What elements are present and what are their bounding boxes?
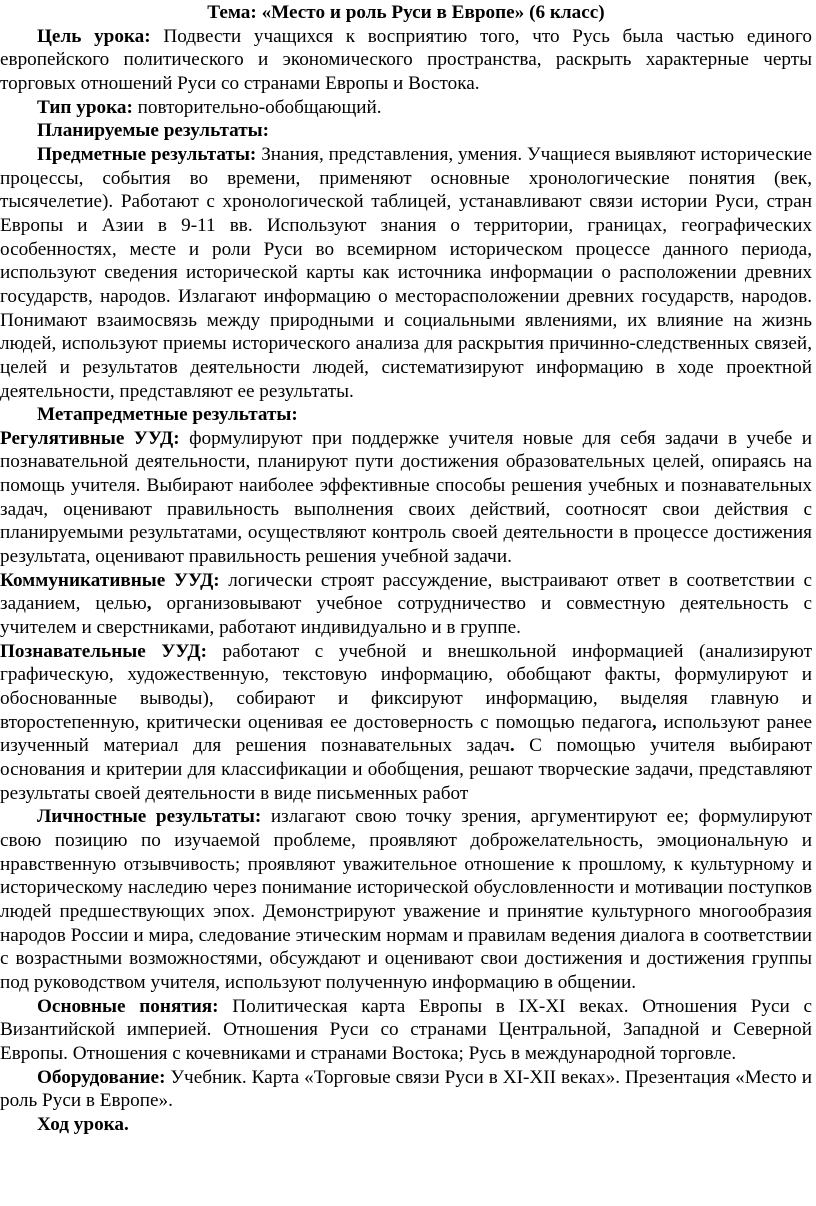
equipment-paragraph bbox=[0, 1066, 812, 1113]
communicative-text-2: организовывают учебное сотрудничество и совместную деятельность с учителем и сверстниками, работают индивидуально и в группе. bbox=[0, 593, 812, 639]
lesson-goal-paragraph bbox=[0, 25, 812, 96]
personal-results-paragraph bbox=[0, 805, 812, 994]
equipment-text: Учебник. Карта «Торговые связи Руси в XI-XII веках». Презентация «Место и роль Руси в Европе». bbox=[0, 1066, 813, 1112]
cognitive-text-1: работают с учебной и внешкольной информацией (анализируют графическую, художественную, текстовую информацию, обобщают факты, формулируют и обоснованные выводы), собирают и фиксируют информацию, выделяя главную и второстепенную, критически оценивая ее достоверность с помощью педагога bbox=[0, 640, 812, 733]
lesson-type-label: Тип урока: bbox=[37, 96, 133, 118]
regulatory-text: формулируют при поддержке учителя новые для себя задачи в учебе и познавательной деятельности, планируют пути достижения образовательных целей, опираясь на помощь учителя. Выбирают наиболее эффективные способы решения учебных и познавательных задач, оценивают правильность выполнения своих действий, соотносят свои действия с планируемыми результатами, осуществляют контроль своей деятельности в процессе достижения результата, оценивают правильность решения учебной задачи. bbox=[0, 427, 813, 568]
planned-results-paragraph bbox=[0, 119, 812, 143]
key-concepts-label: Основные понятия: bbox=[37, 995, 219, 1017]
cognitive-text-2: используют ранее изученный материал для решения познавательных задач bbox=[0, 711, 812, 757]
regulatory-paragraph bbox=[0, 427, 812, 569]
cognitive-text-3: С помощью учителя выбирают основания и критерии для классификации и обобщения, решают творческие задачи, представляют результаты своей деятельности в виде письменных работ bbox=[0, 735, 813, 804]
personal-results-text: излагают свою точку зрения, аргументируют ее; формулируют свою позицию по изучаемой проблеме, проявляют доброжелательность, эмоциональную и нравственную отзывчивость; проявляют уважительное отношение к прошлому, к культурному и историческому наследию через понимание исторической обусловленности и мотивации поступков людей предшествующих эпох. Демонстрируют уважение и принятие культурного многообразия народов России и мира, следование этическим нормам и правилам ведения диалога в соответствии с возрастными возможностями, обсуждают и оценивают свои достижения и достижения группы под руководством учителя, используют полученную информацию в общении. bbox=[0, 806, 813, 993]
lesson-goal-text: Подвести учащихся к восприятию того, что Русь была частью единого европейского политического и экономического пространства, раскрыть характерные черты торговых отношений Руси со странами Европы и Востока. bbox=[0, 25, 812, 94]
equipment-label: Оборудование: bbox=[37, 1066, 166, 1088]
cognitive-paragraph: Познавательные УУД: работают с учебной и внешкольной информацией (анализируют графическую, художественную, текстовую информацию, обобщают факты, формулируют и обоснованные выводы), собирают и фиксируют информацию, выделяя главную и второстепенную, критически оценивая ее достоверность с помощью педагога, используют ранее изученный материал для решения познавательных задач. С помощью учителя выбирают основания и критерии для классификации и обобщения, решают творческие задачи, представляют результаты своей деятельности в виде письменных работ bbox=[0, 640, 813, 804]
cognitive-label: Познавательные УУД: bbox=[0, 640, 208, 662]
subject-results-paragraph bbox=[0, 143, 812, 403]
meta-results-paragraph bbox=[0, 403, 812, 427]
key-concepts-paragraph bbox=[0, 995, 812, 1066]
lesson-title: Тема: «Место и роль Руси в Европе» (6 класс) bbox=[207, 2, 605, 23]
meta-results-heading: Метапредметные результаты: bbox=[37, 404, 298, 426]
lesson-type-paragraph bbox=[0, 96, 812, 120]
lesson-goal-label: Цель урока: bbox=[37, 25, 151, 47]
lesson-type-text: повторительно-обобщающий. bbox=[137, 96, 382, 118]
subject-results-text: Знания, представления, умения. Учащиеся выявляют исторические процессы, события во времени, применяют основные хронологические понятия (век, тысячелетие). Работают с хронологической таблицей, устанавливают связи истории Руси, стран Европы и Азии в 9-11 вв. Используют знания о территории, границах, географических особенностях, месте и роли Руси во всемирном историческом процессе данного периода, используют сведения исторической карты как источника информации о расположении древних государств, народов. Излагают информацию о месторасположении древних государств, народов. Понимают взаимосвязь между природными и социальными явлениями, их влияние на жизнь людей, используют приемы исторического анализа для раскрытия причинно-следственных связей, целей и результатов деятельности людей, систематизируют информацию в ходе проектной деятельности, представляют ее результаты. bbox=[0, 143, 812, 402]
subject-results-label: Предметные результаты: bbox=[37, 143, 257, 165]
key-concepts-text: Политическая карта Европы в IX-XI веках. Отношения Руси с Византийской империей. Отношения Руси со странами Центральной, Западной и Северной Европы. Отношения с кочевниками и странами Востока; Русь в международной торговле. bbox=[0, 995, 813, 1064]
lesson-progress-paragraph bbox=[0, 1113, 812, 1137]
lesson-progress-heading: Ход урока. bbox=[37, 1113, 129, 1135]
communicative-label: Коммуникативные УУД: bbox=[0, 569, 220, 591]
planned-results-heading: Планируемые результаты: bbox=[37, 120, 270, 142]
communicative-paragraph: Коммуникативные УУД: логически строят рассуждение, выстраивают ответ в соответствии с заданием, целью, организовывают учебное сотрудничество и совместную деятельность с учителем и сверстниками, работают индивидуально и в группе. bbox=[0, 569, 813, 639]
regulatory-label: Регулятивные УУД: bbox=[0, 427, 180, 449]
personal-results-label: Личностные результаты: bbox=[37, 806, 262, 828]
communicative-text-1: логически строят рассуждение, выстраивают ответ в соответствии с заданием, целью bbox=[0, 569, 813, 615]
